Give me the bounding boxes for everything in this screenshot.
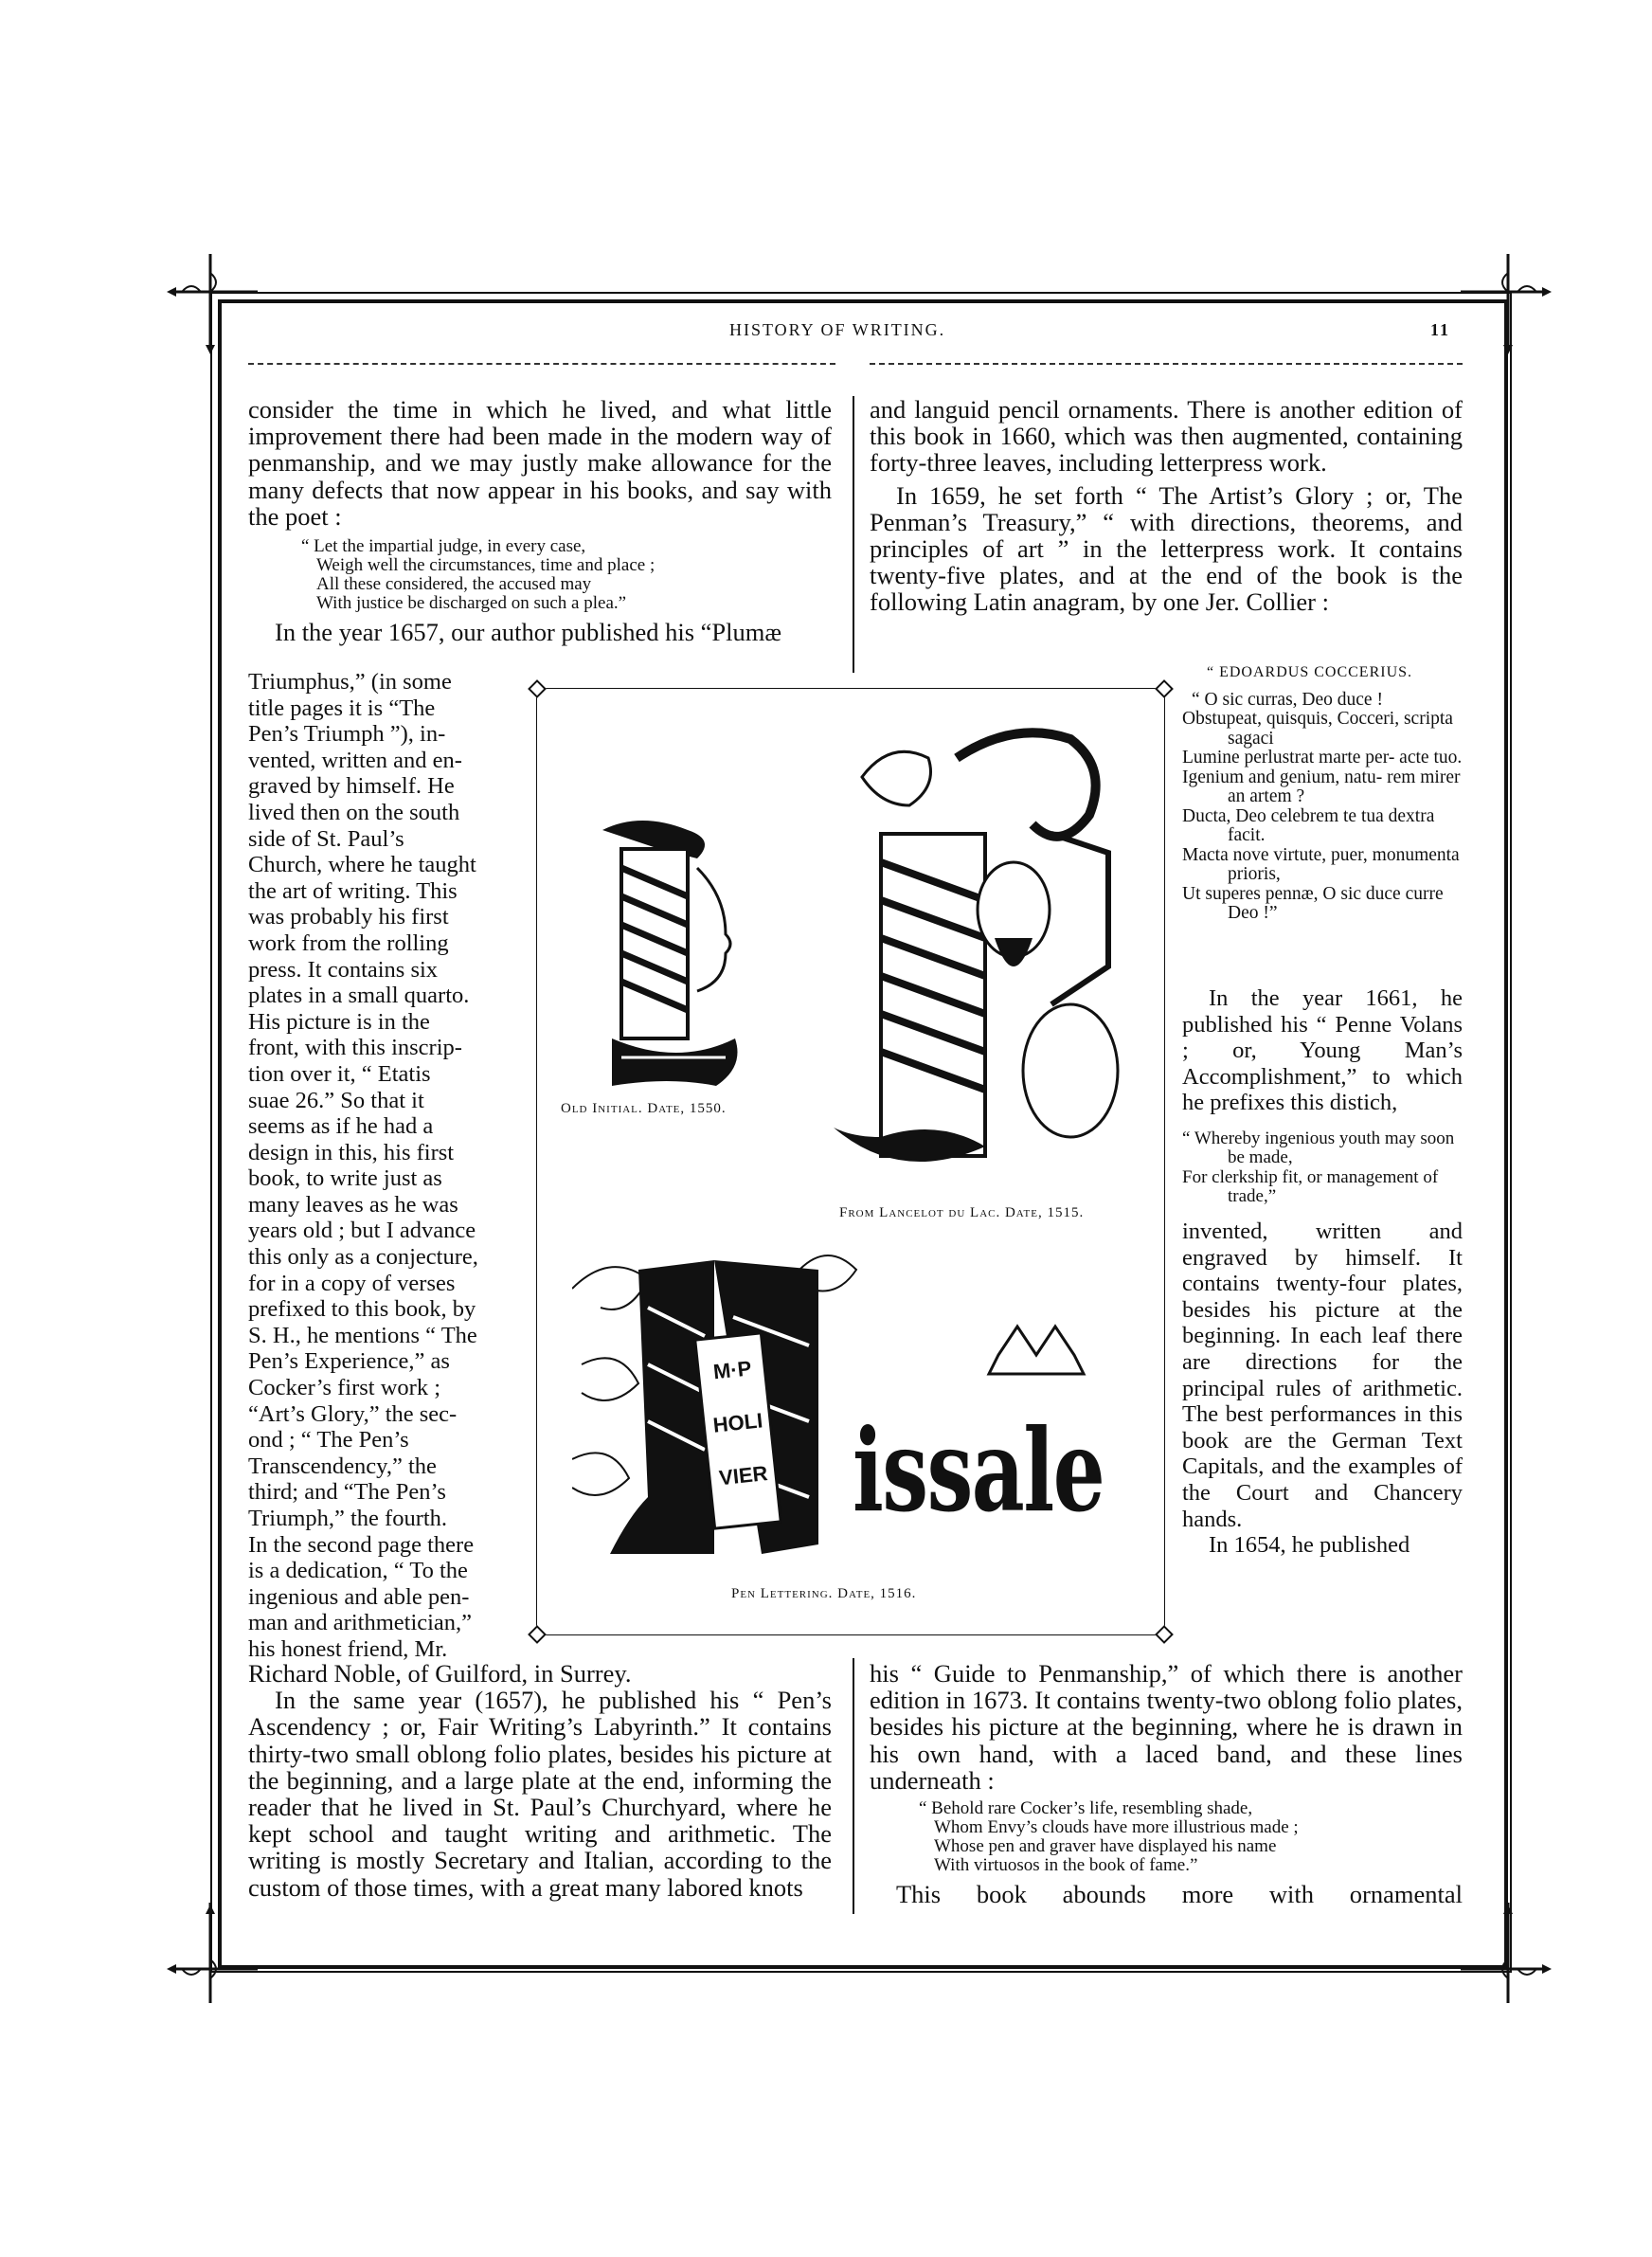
paragraph: In 1654, he published — [1209, 1532, 1410, 1559]
text-line: book, to write just as — [248, 1165, 442, 1192]
running-header: HISTORY OF WRITING. — [729, 320, 946, 339]
ribbon-text: M·P — [711, 1356, 753, 1384]
anagram-title: “ EDOARDUS COCCERIUS. — [1207, 664, 1413, 680]
text-line: “Art’s Glory,” the sec- — [248, 1400, 458, 1427]
poem-line: Weigh well the circumstances, time and place ; — [316, 555, 655, 576]
text-line: suae 26.” So that it — [248, 1087, 424, 1113]
poem-line: Whom Envy’s clouds have more illustrious made ; — [934, 1817, 1299, 1838]
caption-pen-lettering: Pen Lettering. Date, 1516. — [731, 1586, 917, 1601]
text-line: graved by himself. He — [248, 773, 455, 800]
left-column-top — [248, 396, 832, 645]
anagram-line: “ O sic curras, Deo duce ! — [1192, 689, 1383, 710]
text-line: Cocker’s first work ; — [248, 1375, 440, 1401]
text-line: third; and “The Pen’s — [248, 1479, 446, 1506]
paragraph: This book abounds more with ornamental — [896, 1880, 1463, 1909]
text-line: In the second page there — [248, 1531, 475, 1558]
text-line: prefixed to this book, by — [248, 1296, 476, 1323]
poem-line: Whose pen and graver have displayed his name — [934, 1836, 1277, 1857]
text-line: title pages it is “The — [248, 695, 436, 721]
poem-quote — [919, 1799, 1463, 1875]
poem-line: “ Behold rare Cocker’s life, resembling shade, — [919, 1798, 1253, 1819]
column-divider-top — [853, 396, 854, 673]
corner-ornament-top-right — [1451, 254, 1555, 358]
text-line: is a dedication, “ To the — [248, 1558, 468, 1584]
left-column-bottom — [248, 1660, 832, 1901]
text-line: Pen’s Experience,” as — [248, 1348, 450, 1375]
paragraph: invented, written and engraved by himself. It contains twenty-four plates, besides his picture at the beginning. In each leaf there are directions for the principal rules of arithmetic. The best performances in this book are the German Text Capitals, and the examples of the Court and Chancery hands. — [1182, 1218, 1463, 1532]
anagram-line: Lumine perlustrat marte per- acte tuo. — [1182, 748, 1463, 767]
text-line: Pen’s Triumph ”), in- — [248, 721, 446, 748]
right-column-bottom — [870, 1660, 1463, 1907]
corner-ornament-top-left — [163, 254, 267, 358]
text-line: seems as if he had a — [248, 1113, 434, 1140]
anagram-line: Ut superes pennæ, O sic duce curre Deo !” — [1182, 883, 1444, 923]
paragraph: In the year 1661, he published his “ Penne Volans ; or, Young Man’s Accomplishment,” to which he prefixes this distich, — [1182, 985, 1463, 1116]
ribbon-text: VIER — [717, 1461, 769, 1490]
text-line: S. H., he mentions “ The — [248, 1322, 477, 1348]
text-line: years old ; but I advance — [248, 1218, 476, 1244]
text-line: His picture is in the — [248, 1008, 430, 1035]
paragraph: Richard Noble, of Guilford, in Surrey. — [248, 1659, 632, 1688]
text-line: plates in a small quarto. — [248, 983, 470, 1009]
paragraph: and languid pencil ornaments. There is another edition of this book in 1660, which was then augmented, containing forty-three leaves, including letterpress work. — [870, 395, 1463, 478]
text-line: this only as a conjecture, — [248, 1244, 478, 1271]
anagram-line: Igenium and genium, natu- rem mirer an artem ? — [1182, 767, 1461, 806]
distich — [1182, 1129, 1463, 1207]
text-line: many leaves as he was — [248, 1191, 458, 1218]
caption-old-initial: Old Initial. Date, 1550. — [561, 1101, 727, 1116]
paragraph: In 1659, he set forth “ The Artist’s Glory ; or, The Penman’s Treasury,” “ with directions, theorems, and principles of art ” in the letterpress work. It contains twenty-five plates, and at the end of the book is the following Latin anagram, by one Jer. Collier : — [870, 480, 1463, 617]
ribbon-text: HOLI — [711, 1408, 764, 1437]
paragraph: In the same year (1657), he published his “ Pen’s Ascendency ; or, Fair Writing’s Labyrinth.” It contains thirty-two small oblong folio plates, besides his picture at the beginning, and a large plate at the end, informing the reader that he lived in St. Paul’s Churchyard, where he kept school and taught writing and arithmetic. The writing is mostly Secretary and Italian, according to the custom of those times, with a great many labored knots — [248, 1686, 832, 1902]
text-line: his honest friend, Mr. — [248, 1635, 448, 1662]
text-line: for in a copy of verses — [248, 1270, 456, 1296]
text-line: work from the rolling — [248, 930, 449, 956]
anagram-line: Obstupeat, quisquis, Cocceri, scripta sagaci — [1182, 709, 1453, 749]
missale-lettering: issale — [853, 1404, 1104, 1538]
text-line: man and arithmetician,” — [248, 1610, 473, 1636]
text-line: Triumphus,” (in some — [248, 669, 452, 695]
text-line: lived then on the south — [248, 799, 460, 825]
poem-line: With justice be discharged on such a plea.” — [316, 593, 627, 614]
text-line: Transcendency,” the — [248, 1453, 437, 1479]
anagram-line: Ducta, Deo celebrem te tua dextra facit. — [1182, 805, 1435, 845]
poem-line: With virtuosos in the book of fame.” — [934, 1855, 1198, 1876]
text-line: Triumph,” the fourth. — [248, 1506, 448, 1531]
corner-ornament-bottom-right — [1451, 1903, 1555, 2007]
poem-line: “ Let the impartial judge, in every case, — [301, 536, 586, 557]
text-line: front, with this inscrip- — [248, 1035, 462, 1061]
text-line: was probably his first — [248, 904, 449, 930]
paragraph: his “ Guide to Penmanship,” of which there is another edition in 1673. It contains twenty-two oblong folio plates, besides his picture at the beginning, where he is drawn in his own hand, with a laced band, and these lines underneath : — [870, 1659, 1463, 1795]
right-column-narrow — [1182, 985, 1463, 1559]
paragraph: In the year 1657, our author published his “Plumæ — [275, 618, 782, 647]
right-column-top — [870, 396, 1463, 616]
text-line: side of St. Paul’s — [248, 825, 404, 852]
text-line: ond ; “ The Pen’s — [248, 1427, 409, 1454]
old-initial-l-illustration — [584, 811, 754, 1095]
text-line: Church, where he taught — [248, 852, 476, 878]
column-divider-bottom — [853, 1658, 854, 1914]
text-line: vented, written and en- — [248, 747, 462, 773]
lancelot-initial-illustration — [824, 720, 1146, 1184]
page-number: 11 — [1430, 320, 1451, 339]
text-line: design in this, his first — [248, 1139, 455, 1165]
distich-line: “ Whereby ingenious youth may soon be made, — [1182, 1128, 1455, 1168]
text-line: press. It contains six — [248, 956, 439, 983]
text-line: ingenious and able pen- — [248, 1583, 470, 1610]
header-rule-right — [870, 363, 1463, 365]
header-rule-left — [248, 363, 835, 365]
poem-line: All these considered, the accused may — [316, 574, 592, 595]
caption-lancelot: From Lancelot du Lac. Date, 1515. — [839, 1205, 1085, 1220]
text-line: the art of writing. This — [248, 877, 458, 904]
poem-quote — [301, 537, 832, 613]
corner-ornament-bottom-left — [163, 1903, 267, 2007]
paragraph: consider the time in which he lived, and what little improvement there had been made in the modern way of penmanship, and we may justly make allowance for the many defects that now appear in his books, and say with the poet : — [248, 395, 832, 531]
text-line: tion over it, “ Etatis — [248, 1060, 431, 1087]
distich-line: For clerkship fit, or management of trade,” — [1182, 1166, 1439, 1207]
anagram-line: Macta nove virtute, puer, monumenta prioris, — [1182, 844, 1460, 884]
anagram-block — [1182, 663, 1463, 924]
left-column-narrow — [248, 669, 519, 1663]
